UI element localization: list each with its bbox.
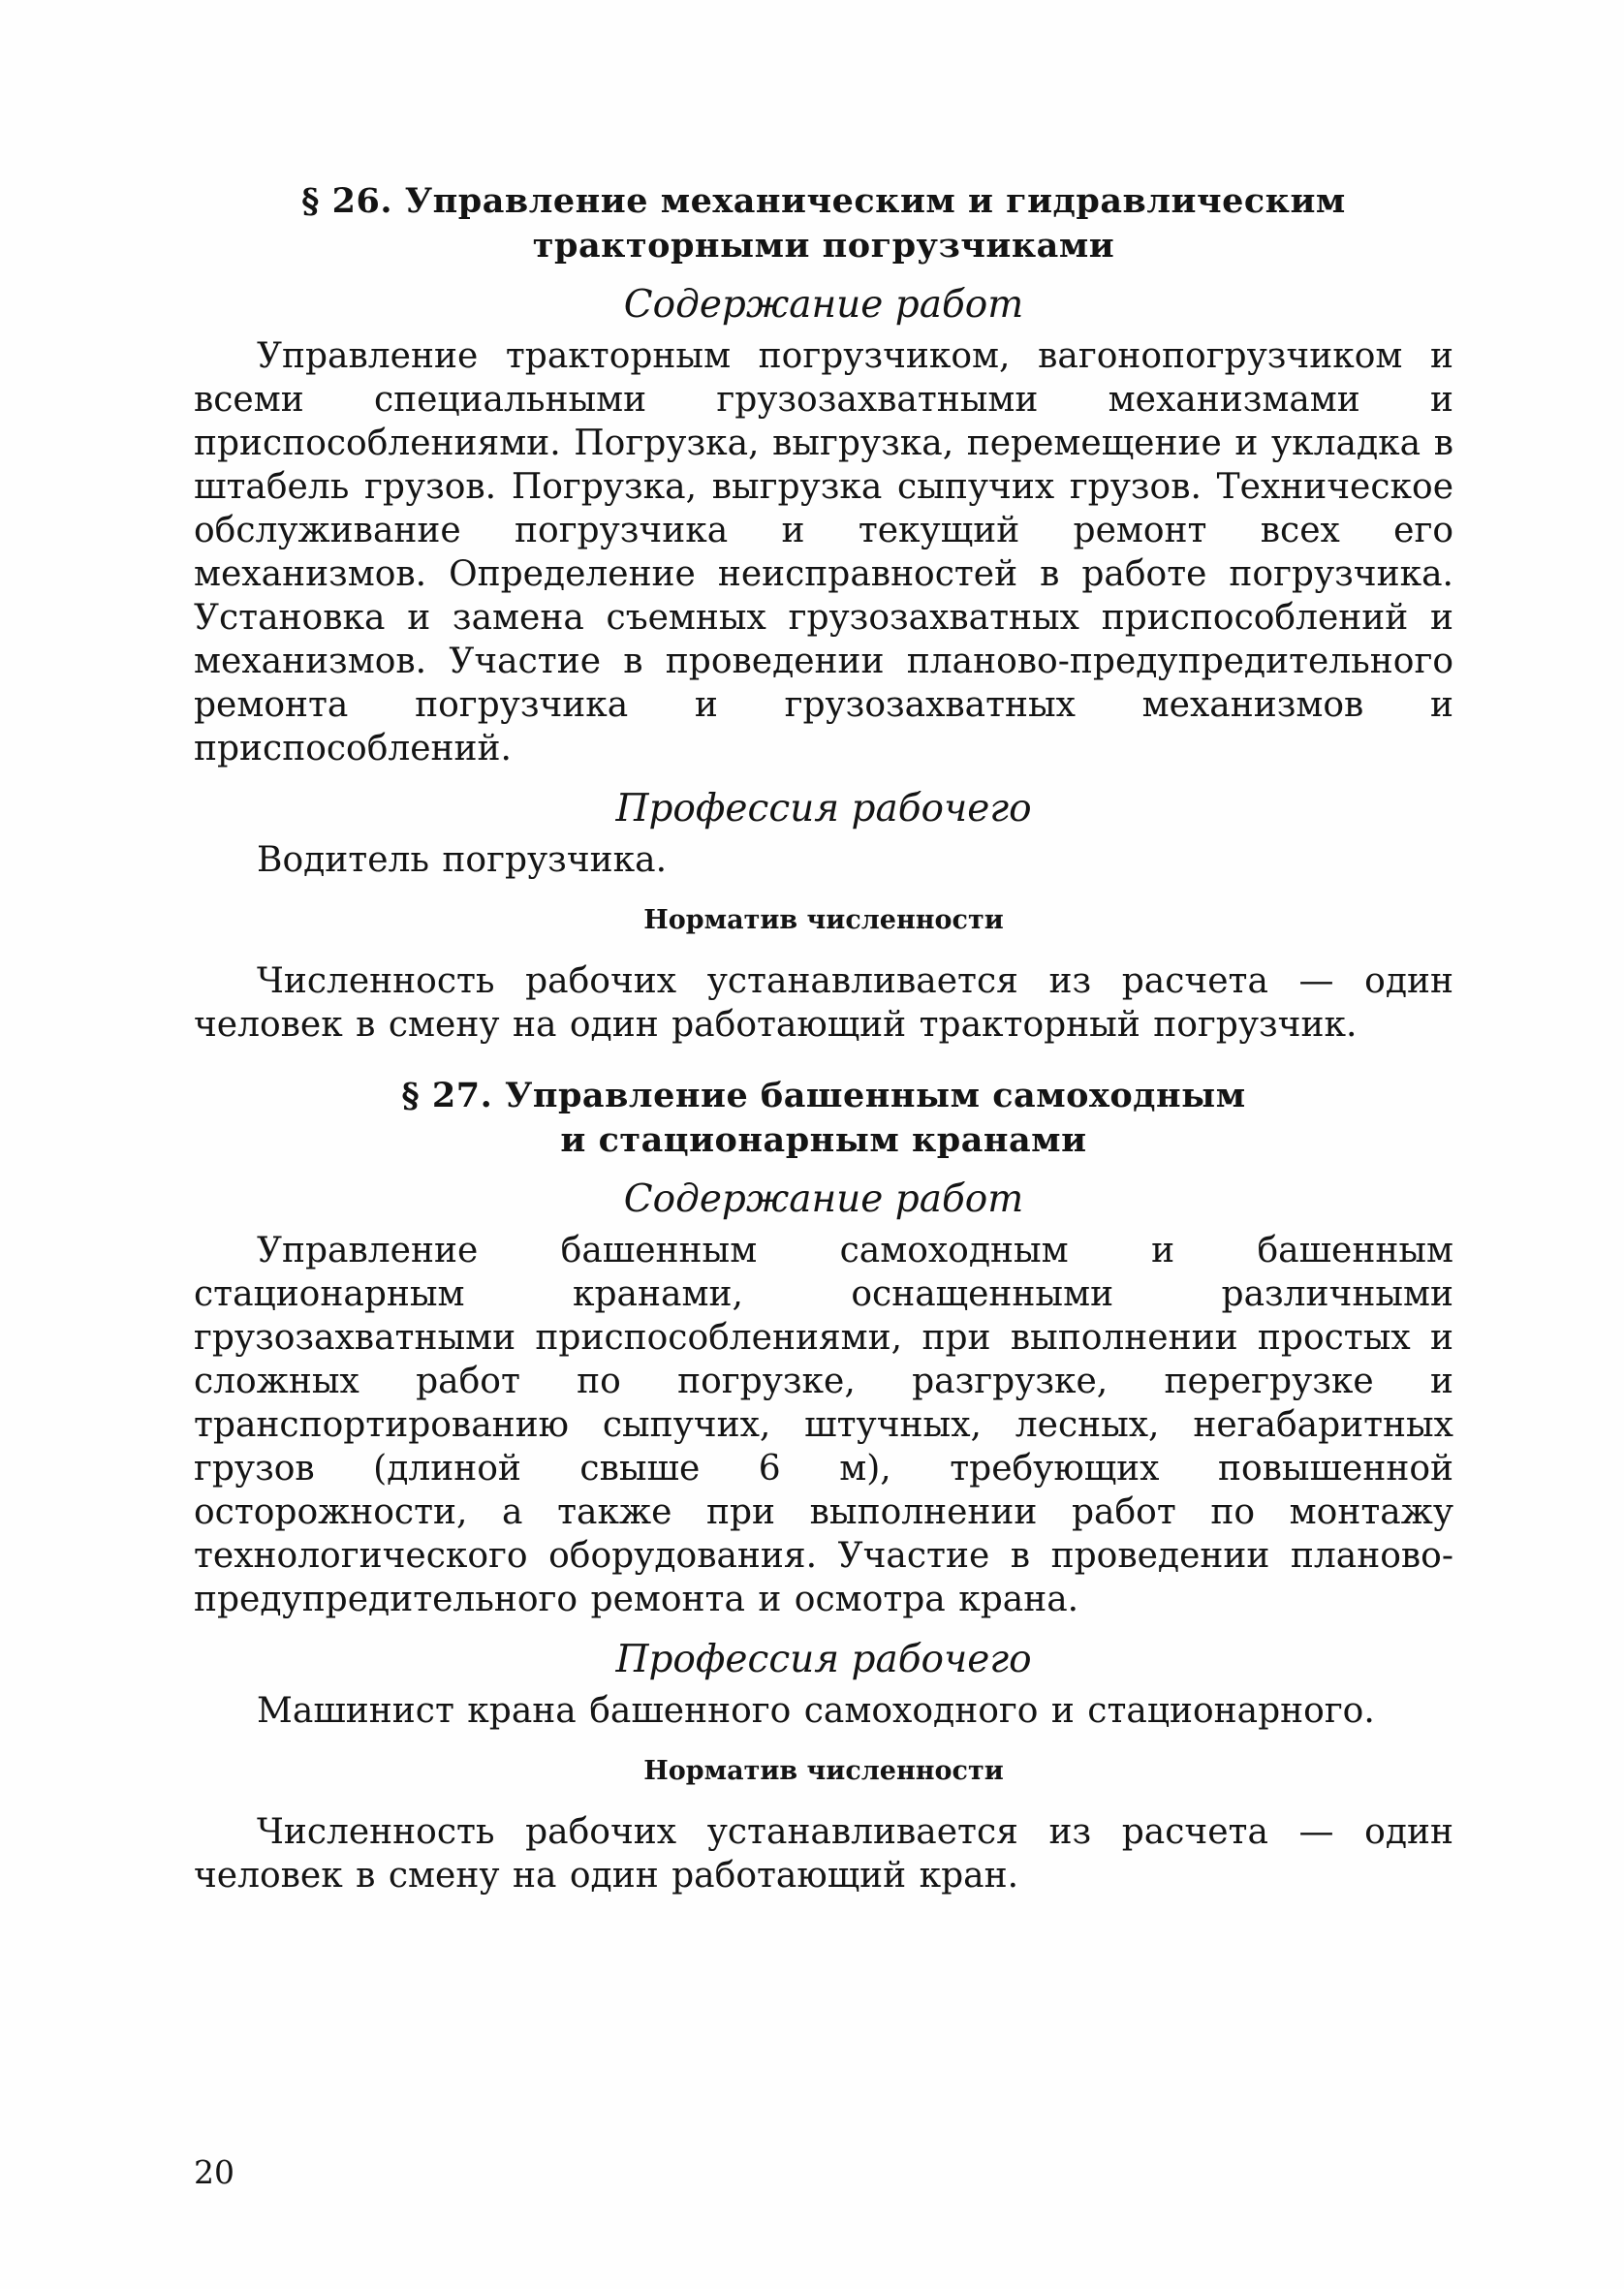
section-27-norm-heading: Норматив численности: [643, 1756, 1004, 1786]
section-26-profession-text: Водитель погрузчика.: [257, 840, 668, 880]
section-26-norm-text: Численность рабочих устанавливается из расчета — один человек в смену на один работающий тракторный погрузчик.: [194, 961, 1453, 1045]
section-27-content-heading: Содержание работ: [623, 1177, 1024, 1221]
section-27-profession-text: Машинист крана башенного самоходного и стационарного.: [257, 1691, 1375, 1731]
section-26: [194, 179, 1453, 1047]
section-27-profession-heading: Профессия рабочего: [615, 1638, 1032, 1681]
section-26-content-heading: Содержание работ: [623, 283, 1024, 327]
section-27: [194, 1074, 1453, 1897]
section-27-title-line-1: § 27. Управление башенным самоходным: [401, 1076, 1246, 1115]
section-27-content-text: Управление башенным самоходным и башенным стационарным кранами, оснащенными различными грузозахватными приспособлениями, при выполнении простых и сложных работ по погрузке, разгрузке, перегрузке и транспортированию сыпучих, штучных, лесных, негабаритных грузов (длиной свыше 6 м), требующих повышенной осторожности, а также при выполнении работ по монтажу технологического оборудования. Участие в проведении планово-предупредительного ремонта и осмотра крана.: [194, 1231, 1453, 1619]
section-26-content-text: Управление тракторным погрузчиком, вагонопогрузчиком и всеми специальными грузозахватными механизмами и приспособлениями. Погрузка, выгрузка, перемещение и укладка в штабель грузов. Погрузка, выгрузка сыпучих грузов. Техническое обслуживание погрузчика и текущий ремонт всех его механизмов. Определение неисправностей в работе погрузчика. Установка и замена съемных грузозахватных приспособлений и механизмов. Участие в проведении планово-предупредительного ремонта погрузчика и грузозахватных механизмов и приспособлений.: [194, 336, 1453, 768]
section-26-title-line-1: § 26. Управление механическим и гидравлическим: [301, 181, 1346, 221]
section-27-title-line-2: и стационарным кранами: [560, 1120, 1087, 1160]
section-26-title-line-2: тракторными погрузчиками: [532, 226, 1115, 266]
section-27-norm-text: Численность рабочих устанавливается из расчета — один человек в смену на один работающий кран.: [194, 1812, 1453, 1896]
page-number: 20: [194, 2153, 234, 2191]
section-26-profession-heading: Профессия рабочего: [615, 787, 1032, 831]
section-26-norm-heading: Норматив численности: [643, 905, 1004, 935]
page-content: [194, 179, 1453, 1897]
